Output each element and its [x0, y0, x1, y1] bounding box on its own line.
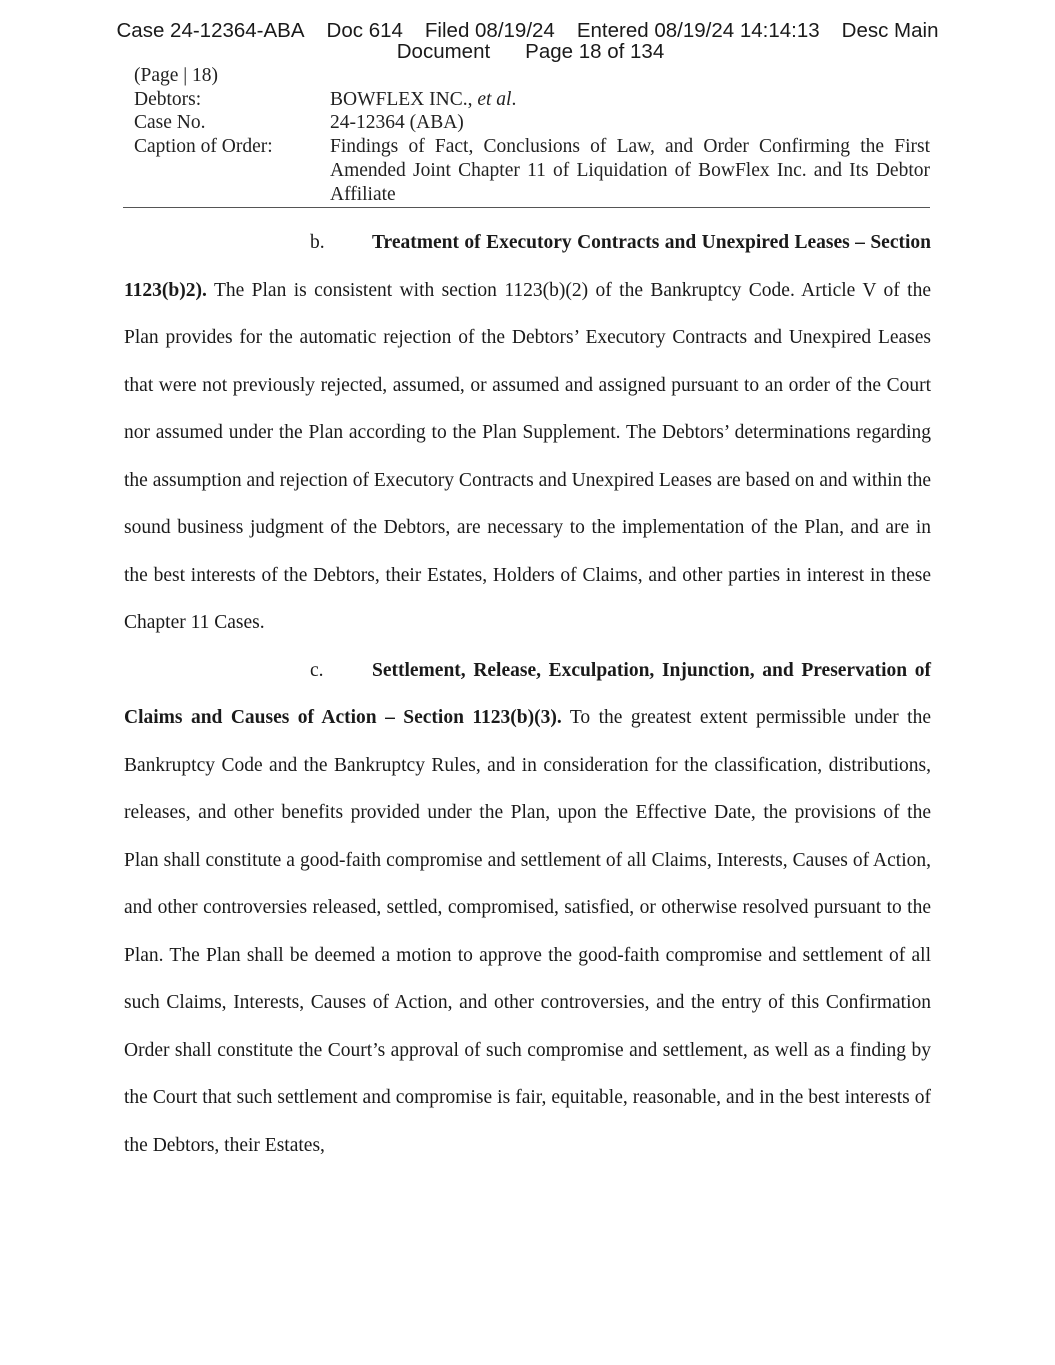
caption-value: Findings of Fact, Conclusions of Law, and Order Confirming the First Amended Joint Chapter 11 of Liquidation of BowFlex Inc. and Its Debtor Affiliate	[330, 136, 930, 205]
case-number: Case 24-12364-ABA	[116, 19, 305, 42]
desc-main: Desc Main	[841, 19, 939, 42]
debtors-et-al: et al	[477, 88, 512, 110]
paragraph-marker: b.	[310, 232, 325, 253]
caption-page-ref: (Page | 18)	[134, 65, 219, 86]
document-label: Document	[396, 40, 491, 63]
filing-header-line-2	[0, 41, 1055, 62]
caption-divider	[123, 207, 930, 208]
caption-row-case-no	[123, 111, 930, 135]
paragraph-text: To the greatest extent permissible under the Bankruptcy Code and the Bankruptcy Rules, and in consideration for the classification, distributions, releases, and other benefits provided under the Plan, upon the Effective Date, the provisions of the Plan shall constitute a good-faith compromise and settlement of all Claims, Interests, Causes of Action, and other controversies released, settled, compromised, satisfied, or otherwise resolved pursuant to the Plan. The Plan shall be deemed a motion to approve the good-faith compromise and settlement of all such Claims, Interests, Causes of Action, and other controversies, and the entry of this Confirmation Order shall constitute the Court’s approval of such compromise and settlement, as well as a finding by the Court that such settlement and compromise is fair, equitable, reasonable, and in the best interests of the Debtors, their Estates,	[124, 707, 931, 1156]
filed-date: Filed 08/19/24	[424, 19, 555, 42]
caption-label: Case No.	[134, 112, 206, 134]
paragraph-text: The Plan is consistent with section 1123(b)(2) of the Bankruptcy Code. Article V of the Plan provides for the automatic rejection of the Debtors’ Executory Contracts and Unexpired Leases that were not previously rejected, assumed, or assumed and assigned pursuant to an order of the Court nor assumed under the Plan according to the Plan Supplement. The Debtors’ determinations regarding the assumption and rejection of Executory Contracts and Unexpired Leases are based on and within the sound business judgment of the Debtors, are necessary to the implementation of the Plan, and are in the best interests of the Debtors, their Estates, Holders of Claims, and other parties in interest in these Chapter 11 Cases.	[124, 279, 931, 633]
paragraph-marker: c.	[310, 659, 324, 681]
debtors-period: .	[511, 88, 517, 110]
caption-label: Debtors:	[134, 88, 202, 110]
caption-value	[330, 88, 930, 112]
caption-table	[123, 88, 930, 207]
caption-row-caption-of-order	[123, 135, 930, 206]
entered-date: Entered 08/19/24 14:14:13	[576, 19, 820, 42]
order-caption	[123, 64, 930, 208]
order-body	[124, 219, 931, 1169]
page-count: Page 18 of 134	[525, 40, 665, 63]
paragraph-heading: Settlement, Release, Exculpation, Injunction, and Preservation of Claims and Causes of Action – Section 1123(b)(3).	[124, 659, 931, 728]
caption-value: 24-12364 (ABA)	[330, 112, 464, 134]
paragraph-heading: Treatment of Executory Contracts and Unexpired Leases – Section 1123(b)2).	[124, 232, 931, 301]
doc-number: Doc 614	[326, 19, 403, 42]
paragraph-b	[124, 219, 931, 647]
filing-header	[0, 20, 1055, 62]
filing-header-line-1	[0, 20, 1055, 41]
caption-label: Caption of Order:	[134, 136, 273, 158]
debtors-name: BOWFLEX INC.,	[330, 88, 478, 110]
caption-row-debtors	[123, 88, 930, 112]
paragraph-c	[124, 647, 931, 1170]
